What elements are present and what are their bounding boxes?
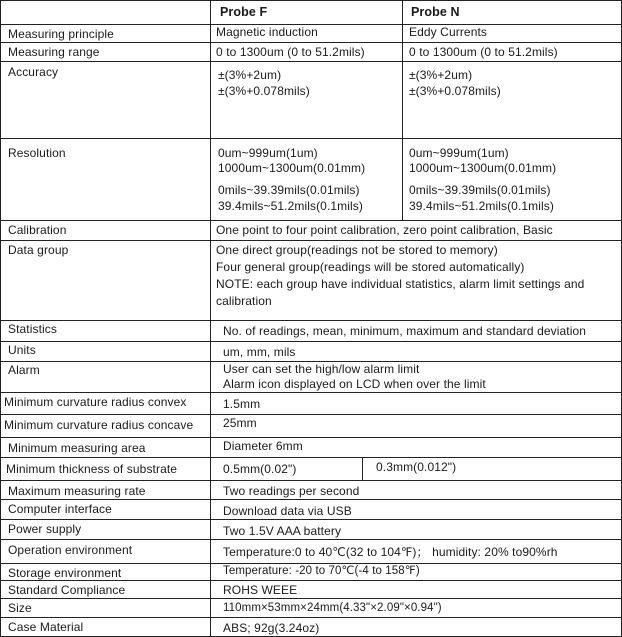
label-measuring-range: Measuring range <box>8 45 100 59</box>
label-computer-interface: Computer interface <box>8 502 112 516</box>
label-size: Size <box>8 601 32 615</box>
power-supply-value: Two 1.5V AAA battery <box>223 524 342 538</box>
probe-f-substrate: 0.5mm(0.02") <box>223 462 297 476</box>
storage-environment-value: Temperature: -20 to 70℃(-4 to 158℉) <box>223 565 420 577</box>
label-alarm: Alarm <box>8 363 40 377</box>
case-material-value: ABS; 92g(3.24oz) <box>223 621 320 635</box>
probe-f-resolution-3: 0mils~39.39mils(0.01mils) <box>218 183 360 197</box>
data-group-line-1: One direct group(readings not be stored to memory) <box>216 243 498 257</box>
probe-n-accuracy-um: ±(3%+2um) <box>409 68 473 82</box>
alarm-line-2: Alarm icon displayed on LCD when over the limit <box>223 377 486 391</box>
label-units: Units <box>8 343 36 357</box>
statistics-value: No. of readings, mean, minimum, maximum and standard deviation <box>223 324 587 338</box>
calibration-value: One point to four point calibration, zero point calibration, Basic <box>216 223 553 237</box>
probe-f-principle: Magnetic induction <box>216 25 318 39</box>
probe-n-resolution-3: 0mils~39.39mils(0.01mils) <box>409 183 551 197</box>
probe-f-accuracy-mils: ±(3%+0.078mils) <box>218 84 310 98</box>
probe-n-accuracy-mils: ±(3%+0.078mils) <box>409 84 501 98</box>
probe-n-resolution-1: 0um~999um(1um) <box>409 146 509 160</box>
probe-f-resolution-1: 0um~999um(1um) <box>218 146 318 160</box>
label-power-supply: Power supply <box>8 522 82 536</box>
label-measuring-principle: Measuring principle <box>8 27 114 41</box>
probe-f-resolution-2: 1000um~1300um(0.01mm) <box>218 161 366 175</box>
probe-f-resolution-4: 39.4mils~51.2mils(0.1mils) <box>218 199 363 213</box>
label-statistics: Statistics <box>8 322 58 336</box>
label-calibration: Calibration <box>8 223 67 237</box>
units-value: um, mm, mils <box>223 345 296 359</box>
computer-interface-value: Download data via USB <box>223 504 352 518</box>
alarm-line-1: User can set the high/low alarm limit <box>223 362 420 376</box>
label-resolution: Resolution <box>8 146 66 160</box>
probe-n-resolution-4: 39.4mils~51.2mils(0.1mils) <box>409 199 554 213</box>
operation-environment-value: Temperature:0 to 40℃(32 to 104℉)； humidity: 20% to90%rh <box>223 545 558 559</box>
measuring-rate-value: Two readings per second <box>223 484 360 498</box>
curvature-concave-value: 25mm <box>223 416 257 430</box>
probe-n-substrate: 0.3mm(0.012") <box>376 460 457 474</box>
data-group-line-2: Four general group(readings will be stored automatically) <box>216 260 525 274</box>
label-data-group: Data group <box>8 243 69 257</box>
label-substrate: Minimum thickness of substrate <box>6 462 178 476</box>
label-standard-compliance: Standard Compliance <box>8 583 126 597</box>
probe-n-range: 0 to 1300um (0 to 51.2mils) <box>409 45 558 59</box>
probe-n-resolution-2: 1000um~1300um(0.01mm) <box>409 161 557 175</box>
label-curvature-convex: Minimum curvature radius convex <box>4 395 187 409</box>
label-operation-environment: Operation environment <box>8 543 133 557</box>
standard-compliance-value: ROHS WEEE <box>223 583 298 597</box>
probe-n-principle: Eddy Currents <box>409 25 487 39</box>
curvature-convex-value: 1.5mm <box>223 397 261 411</box>
size-value: 110mm×53mm×24mm(4.33"×2.09"×0.94") <box>223 602 442 614</box>
label-case-material: Case Material <box>8 620 84 634</box>
label-accuracy: Accuracy <box>8 65 59 79</box>
label-measuring-rate: Maximum measuring rate <box>8 484 146 498</box>
header-probe-f: Probe F <box>220 5 268 19</box>
label-measuring-area: Minimum measuring area <box>8 441 146 455</box>
measuring-area-value: Diameter 6mm <box>223 439 303 453</box>
header-probe-n: Probe N <box>411 5 460 19</box>
data-group-line-4: calibration <box>216 294 272 308</box>
label-storage-environment: Storage environment <box>8 566 122 580</box>
label-curvature-concave: Minimum curvature radius concave <box>4 418 194 432</box>
probe-f-accuracy-um: ±(3%+2um) <box>218 68 282 82</box>
probe-f-range: 0 to 1300um (0 to 51.2mils) <box>216 45 365 59</box>
data-group-line-3: NOTE: each group have individual statistics, alarm limit settings and <box>216 277 585 291</box>
